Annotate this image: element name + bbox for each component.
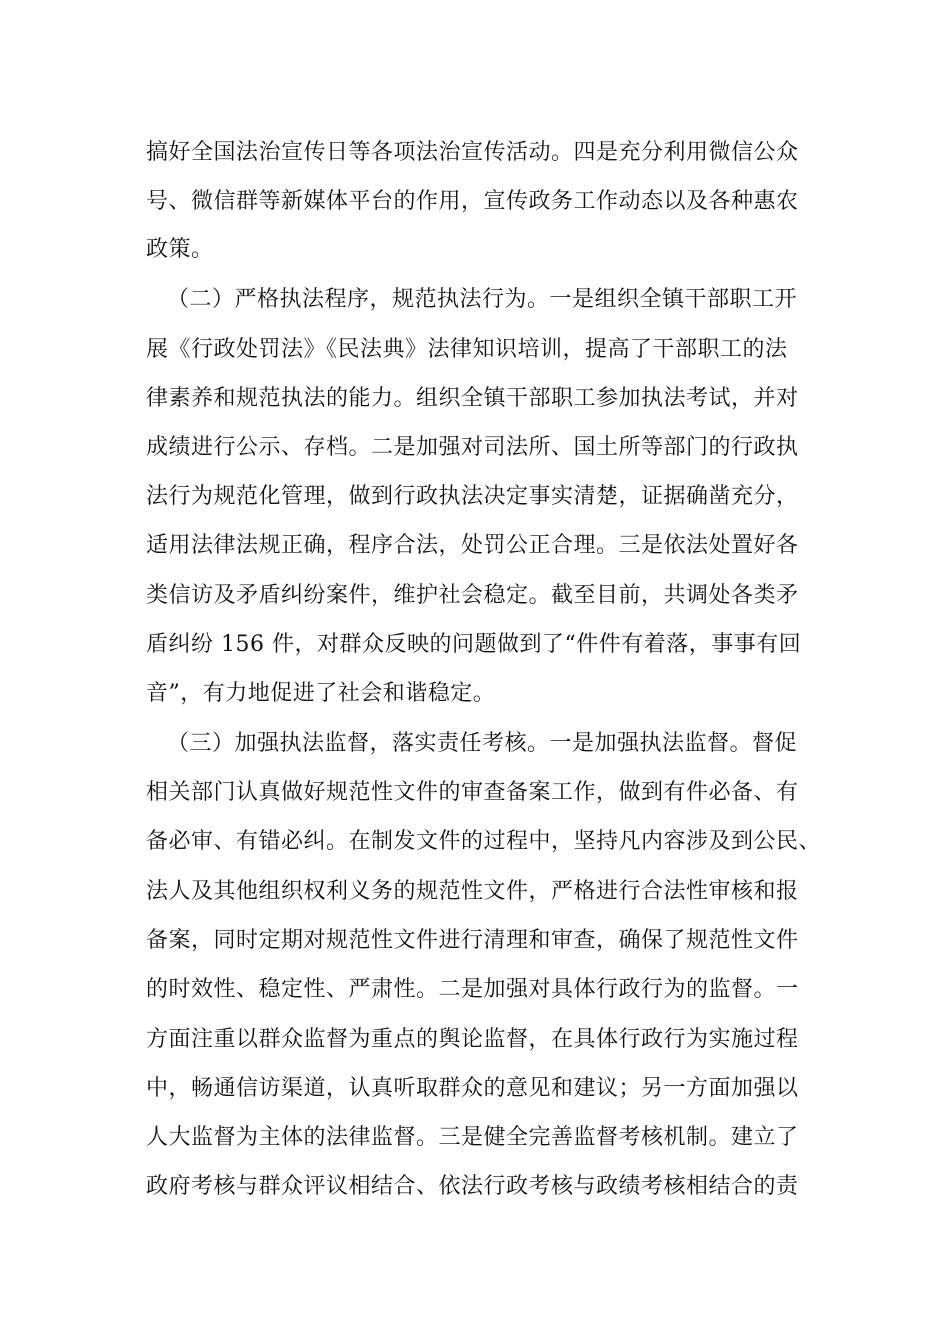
text-line: （三）加强执法监督，落实责任考核。一是加强执法监督。督促 <box>167 731 798 756</box>
text-line: 政府考核与群众评议相结合、依法行政考核与政绩考核相结合的责 <box>146 1174 799 1199</box>
text-line: 相关部门认真做好规范性文件的审查备案工作，做到有件必备、有 <box>146 780 799 805</box>
text-line: 人大监督为主体的法律监督。三是健全完善监督考核机制。建立了 <box>146 1125 799 1150</box>
text-line: 搞好全国法治宣传日等各项法治宣传活动。四是充分利用微信公众 <box>146 140 799 165</box>
text-line: 适用法律法规正确，程序合法，处罚公正合理。三是依法处置好各 <box>146 533 799 558</box>
text-line: 的时效性、稳定性、严肃性。二是加强对具体行政行为的监督。一 <box>146 977 799 1002</box>
text-line: 法人及其他组织权利义务的规范性文件，严格进行合法性审核和报 <box>146 879 799 904</box>
text-line: 类信访及矛盾纠纷案件，维护社会稳定。截至目前，共调处各类矛 <box>146 583 799 608</box>
text-line: （二）严格执法程序，规范执法行为。一是组织全镇干部职工开 <box>167 287 798 312</box>
text-line: 中，畅通信访渠道，认真听取群众的意见和建议；另一方面加强以 <box>146 1076 799 1101</box>
text-line: 律素养和规范执法的能力。组织全镇干部职工参加执法考试，并对 <box>146 386 799 411</box>
text-line: 展《行政处罚法》《民法典》法律知识培训，提高了干部职工的法 <box>146 337 788 362</box>
text-line: 备必审、有错必纠。在制发文件的过程中，坚持凡内容涉及到公民、 <box>146 829 822 854</box>
text-line: 政策。 <box>146 237 214 262</box>
text-line: 备案，同时定期对规范性文件进行清理和审查，确保了规范性文件 <box>146 928 799 953</box>
text-line: 盾纠纷 156 件，对群众反映的问题做到了“件件有着落，事事有回 <box>146 632 802 657</box>
text-line: 法行为规范化管理，做到行政执法决定事实清楚，证据确凿充分， <box>146 484 799 509</box>
text-line: 号、微信群等新媒体平台的作用，宣传政务工作动态以及各种惠农 <box>146 189 799 214</box>
text-line: 成绩进行公示、存档。二是加强对司法所、国土所等部门的行政执 <box>146 435 799 460</box>
text-line: 方面注重以群众监督为重点的舆论监督，在具体行政行为实施过程 <box>146 1027 799 1052</box>
text-line: 音”，有力地促进了社会和谐稳定。 <box>146 681 496 706</box>
